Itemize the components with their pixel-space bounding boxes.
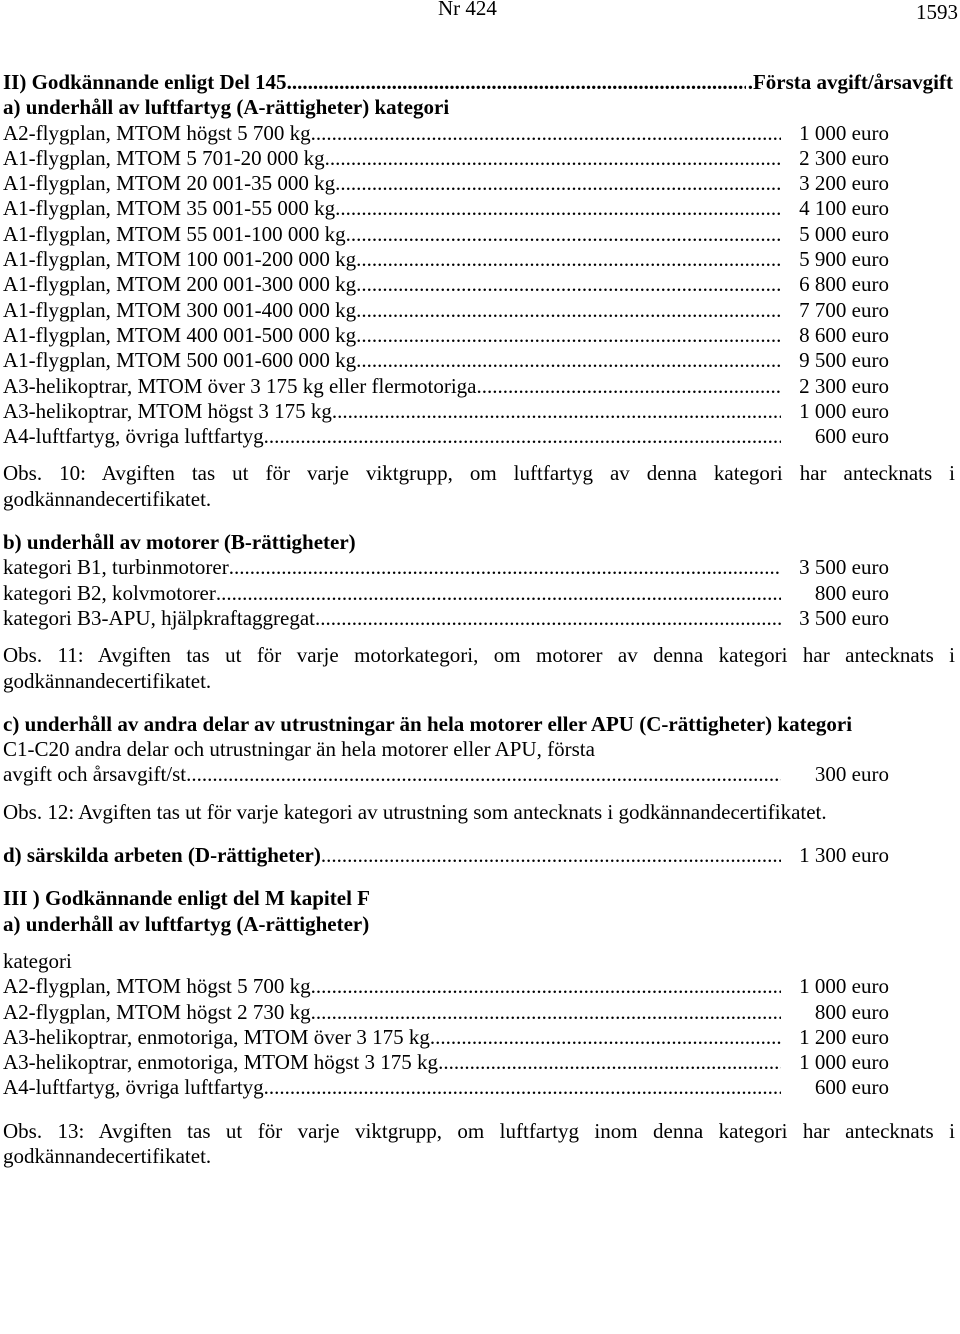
fee-amount: 600 euro <box>781 424 889 449</box>
fee-amount: 1 000 euro <box>781 1050 889 1075</box>
fee-amount: 800 euro <box>781 1000 889 1025</box>
section-3a-kategori: kategori <box>3 948 72 973</box>
fee-label: A1-flygplan, MTOM 55 001-100 000 kg <box>3 221 346 246</box>
section-3a-heading: a) underhåll av luftfartyg (A-rättigheter) <box>3 911 370 936</box>
fee-label: A2-flygplan, MTOM högst 2 730 kg <box>3 999 311 1024</box>
fee-row <box>3 1025 889 1050</box>
fee-label: A3-helikoptrar, enmotoriga, MTOM över 3 175 kg <box>3 1024 430 1049</box>
fee-label: A4-luftfartyg, övriga luftfartyg <box>3 424 264 449</box>
fee-row <box>3 247 889 272</box>
fee-row <box>3 348 889 373</box>
fee-amount: 6 800 euro <box>781 272 889 297</box>
fee-label: A1-flygplan, MTOM 35 001-55 000 kg <box>3 196 336 221</box>
fee-label: kategori B2, kolvmotorer <box>3 580 216 605</box>
fee-row <box>3 581 889 606</box>
page-number: 1593 <box>916 0 958 24</box>
section-2c-heading: c) underhåll av andra delar av utrustningar än hela motorer eller APU (C-rättigheter) kategori <box>3 711 853 736</box>
fee-label: kategori B1, turbinmotorer <box>3 555 229 580</box>
document-number: Nr 424 <box>438 0 497 20</box>
note-13: Obs. 13: Avgiften tas ut för varje viktgrupp, om luftfartyg inom denna kategori har antecknats i godkännandecertifikatet. <box>3 1118 955 1168</box>
fee-row <box>3 374 889 399</box>
fee-row <box>3 974 889 999</box>
fee-amount: 5 000 euro <box>781 222 889 247</box>
fee-row <box>3 146 889 171</box>
fee-row <box>3 196 889 221</box>
fee-label: A1-flygplan, MTOM 200 001-300 000 kg <box>3 272 357 297</box>
section-2a-heading: a) underhåll av luftfartyg (A-rättigheter) kategori <box>3 95 450 120</box>
fee-label: A2-flygplan, MTOM högst 5 700 kg <box>3 120 311 145</box>
note-12: Obs. 12: Avgiften tas ut för varje kategori av utrustning som antecknats i godkännandecertifikatet. <box>3 799 827 824</box>
note-11: Obs. 11: Avgiften tas ut för varje motorkategori, om motorer av denna kategori har antecknats i godkännandecertifikatet. <box>3 643 955 693</box>
fee-label: A2-flygplan, MTOM högst 5 700 kg <box>3 974 311 999</box>
fee-label: A1-flygplan, MTOM 300 001-400 000 kg <box>3 297 357 322</box>
fee-row <box>3 1050 889 1075</box>
fee-label: kategori B3-APU, hjälpkraftaggregat <box>3 605 315 630</box>
fee-label: A1-flygplan, MTOM 400 001-500 000 kg <box>3 322 357 347</box>
fee-row <box>3 323 889 348</box>
fee-label: A1-flygplan, MTOM 100 001-200 000 kg <box>3 247 357 272</box>
fee-row <box>3 272 889 297</box>
fee-label: A3-helikoptrar, enmotoriga, MTOM högst 3 175 kg <box>3 1050 439 1075</box>
fee-amount: 3 500 euro <box>781 555 889 580</box>
section-2c-text: C1-C20 andra delar och utrustningar än hela motorer eller APU, första <box>3 737 595 762</box>
fee-row <box>3 171 889 196</box>
fee-row <box>3 606 889 631</box>
page-header <box>0 0 960 30</box>
fee-table-2b <box>3 555 953 631</box>
fee-row <box>3 555 889 580</box>
fee-row <box>3 399 889 424</box>
fee-amount: 600 euro <box>781 1075 889 1100</box>
fee-label: A3-helikoptrar, MTOM över 3 175 kg eller flermotoriga <box>3 373 477 398</box>
fee-amount: 4 100 euro <box>781 196 889 221</box>
fee-amount: 800 euro <box>781 581 889 606</box>
fee-table-2a <box>3 121 953 450</box>
section-2-title: II) Godkännande enligt Del 145 ..... .Första avgift/årsavgift <box>3 70 953 95</box>
document-body <box>3 70 953 1169</box>
fee-row <box>3 222 889 247</box>
fee-amount: 3 500 euro <box>781 606 889 631</box>
fee-row <box>3 1000 889 1025</box>
fee-amount: 1 000 euro <box>781 121 889 146</box>
fee-amount: 1 200 euro <box>781 1025 889 1050</box>
section-2b-heading: b) underhåll av motorer (B-rättigheter) <box>3 530 356 555</box>
fee-label: A1-flygplan, MTOM 500 001-600 000 kg <box>3 348 357 373</box>
fee-amount: 1 000 euro <box>781 974 889 999</box>
fee-amount: 2 300 euro <box>781 146 889 171</box>
fee-row-2d: d) särskilda arbeten (D-rättigheter) ..... 1 300 euro <box>3 843 889 868</box>
fee-amount: 2 300 euro <box>781 374 889 399</box>
section-3-title: III ) Godkännande enligt del M kapitel F <box>3 886 370 911</box>
fee-label: A1-flygplan, MTOM 20 001-35 000 kg <box>3 171 336 196</box>
note-10: Obs. 10: Avgiften tas ut för varje viktgrupp, om luftfartyg av denna kategori har antecknats i godkännandecertifikatet. <box>3 461 955 511</box>
fee-row <box>3 1075 889 1100</box>
fee-amount: 8 600 euro <box>781 323 889 348</box>
fee-row-2c: avgift och årsavgift/st. ..... 300 euro <box>3 762 889 787</box>
fee-table-3a <box>3 974 953 1100</box>
fee-row <box>3 298 889 323</box>
fee-amount: 7 700 euro <box>781 298 889 323</box>
fee-amount: 9 500 euro <box>781 348 889 373</box>
fee-label: A3-helikoptrar, MTOM högst 3 175 kg <box>3 398 332 423</box>
fee-row <box>3 424 889 449</box>
fee-label: A1-flygplan, MTOM 5 701-20 000 kg <box>3 145 325 170</box>
fee-row <box>3 121 889 146</box>
fee-amount: 5 900 euro <box>781 247 889 272</box>
fee-label: A4-luftfartyg, övriga luftfartyg <box>3 1075 264 1100</box>
fee-amount: 3 200 euro <box>781 171 889 196</box>
fee-amount: 1 000 euro <box>781 399 889 424</box>
